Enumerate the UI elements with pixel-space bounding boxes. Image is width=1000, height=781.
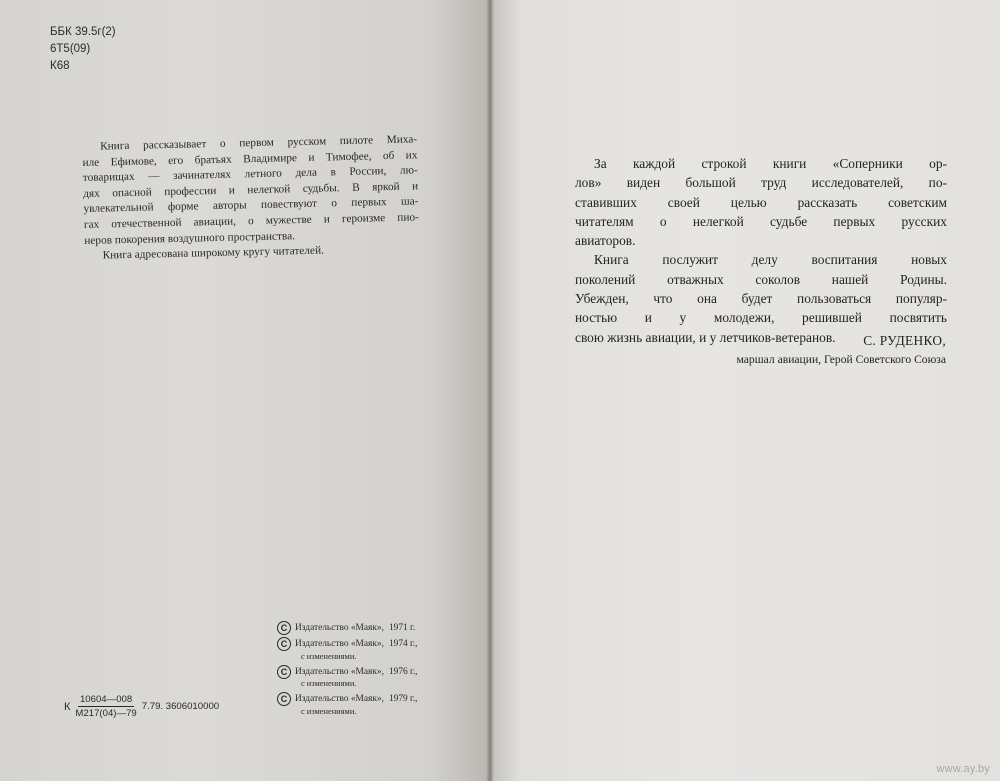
index-denominator: М217(04)—79 xyxy=(75,708,137,719)
annotation-line: дях опасной профессии и нелегкой судьбы. В яркой и xyxy=(83,180,419,200)
annotation-line: гах отечественной авиации, о мужестве и героизме пио- xyxy=(83,211,419,231)
signature-title: маршал авиации, Герой Советского Союза xyxy=(736,353,946,366)
signature-name: С. РУДЕНКО, xyxy=(863,333,946,348)
copyright-icon: C xyxy=(277,665,291,679)
left-page xyxy=(0,0,490,781)
annotation-line: товарищах — зачинателях летного дела в России, лю- xyxy=(82,164,418,185)
author-mark: К68 xyxy=(50,60,70,72)
copyright-publisher: Издательство «Маяк», xyxy=(295,694,384,705)
foreword-line: Книга послужит делу воспитания новых xyxy=(594,252,947,268)
right-page xyxy=(490,0,1000,781)
copyright-publisher: Издательство «Маяк», xyxy=(295,639,384,650)
foreword-line: лов» виден большой труд исследователей, по- xyxy=(575,175,947,191)
copyright-entry xyxy=(277,622,418,634)
library-codes xyxy=(50,24,116,75)
copyright-note: с изменениями. xyxy=(301,651,357,661)
copyright-publisher: Издательство «Маяк», xyxy=(295,666,384,677)
copyright-year: 1971 г. xyxy=(388,623,416,633)
annotation-line: Книга рассказывает о первом русском пилоте Миха- xyxy=(100,133,418,153)
copyright-icon: C xyxy=(277,637,291,651)
foreword-line: поколений отважных соколов нашей Родины. xyxy=(575,271,947,287)
copyright-publisher: Издательство «Маяк», xyxy=(295,623,384,633)
publication-index xyxy=(64,694,219,719)
foreword-line: свою жизнь авиации, и у летчиков-ветеранов. xyxy=(575,329,836,345)
copyright-note: с изменениями. xyxy=(301,679,357,689)
annotation-line: неров покорения воздушного пространства. xyxy=(84,229,296,247)
foreword-line: Убежден, что она будет пользоваться популяр- xyxy=(575,291,947,307)
copyright-entry xyxy=(277,638,418,661)
index-fraction xyxy=(73,694,138,719)
copyright-note: с изменениями. xyxy=(301,706,357,716)
index-numerator: 10604—008 xyxy=(79,694,133,705)
foreword-line: читателям о нелегкой судьбе первых русских xyxy=(575,213,947,229)
copyright-entry xyxy=(277,693,418,716)
annotation-line: Книга адресована широкому кругу читателей. xyxy=(102,244,325,262)
copyright-icon: C xyxy=(277,692,291,706)
copyright-year: 1979 г., xyxy=(388,694,418,705)
copyright-entry xyxy=(277,666,418,689)
copyright-icon: C xyxy=(277,621,291,635)
annotation-line: увлекательной форме авторы повествуют о первых ша- xyxy=(83,195,419,216)
copyright-year: 1974 г., xyxy=(388,639,418,650)
site-watermark: www.ay.by xyxy=(936,763,990,775)
foreword-line: авиаторов. xyxy=(575,233,636,249)
book-gutter xyxy=(486,0,494,781)
index-letter: К xyxy=(64,700,71,713)
foreword-text xyxy=(575,154,947,347)
foreword-line: За каждой строкой книги «Соперники ор- xyxy=(594,156,947,171)
bbk-code: ББК 39.5г(2) xyxy=(50,26,116,38)
foreword-signature xyxy=(560,331,946,369)
foreword-line: ставивших своей целью рассказать советским xyxy=(575,194,947,210)
foreword-line: ностью и у молодежи, решившей посвятить xyxy=(575,310,947,326)
book-annotation xyxy=(82,132,420,264)
annotation-line: иле Ефимове, его братьях Владимире и Тимофее, об их xyxy=(82,148,418,169)
copyright-block xyxy=(277,622,418,721)
copyright-year: 1976 г., xyxy=(388,666,418,677)
index-tail: 7.79. 3606010000 xyxy=(141,701,220,712)
udc-code: 6Т5(09) xyxy=(50,43,91,55)
